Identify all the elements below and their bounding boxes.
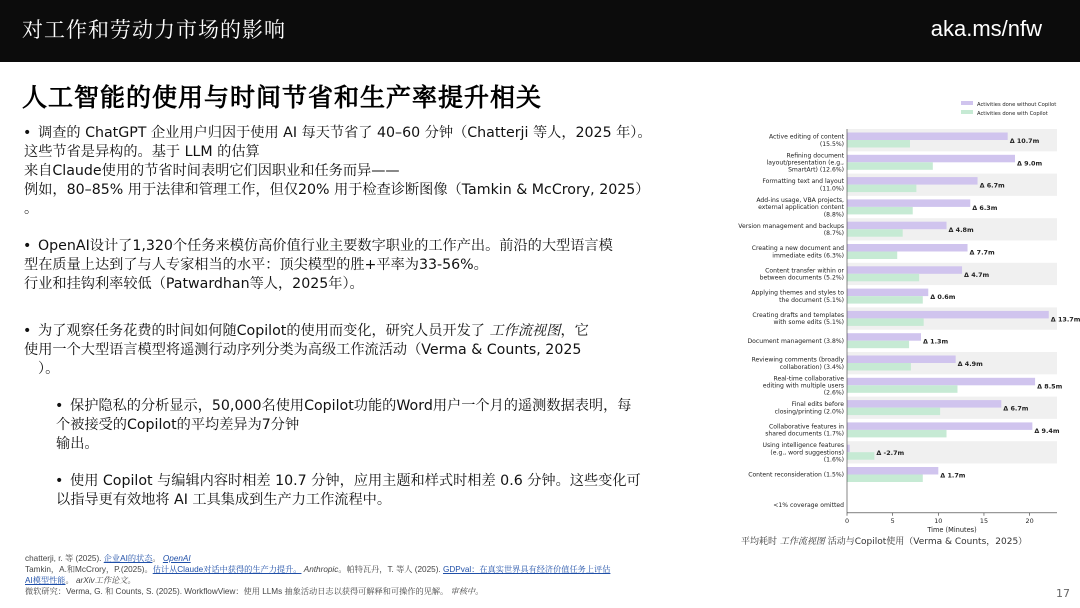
bar-without-copilot (847, 378, 1035, 386)
text-line: 使用 Copilot 与编辑内容时相差 10.7 分钟，应用主题和样式时相差 0.6 分钟。这些变化可 (70, 473, 641, 489)
category-label: (11.0%) (819, 185, 844, 193)
reference-link[interactable]: 估计从Claude对话中获得的生产力提升。 (152, 565, 302, 574)
category-label: closing/printing (2.0%) (774, 408, 844, 416)
bullet-workflowview (24, 322, 714, 379)
text-line: 为了观察任务花费的时间如何随Copilot的使用而变化，研究人员开发了 工作流视图，它 (38, 323, 589, 339)
text-line: 来自Claude使用的节省时间表明它们因职业和任务而异—— (24, 163, 400, 179)
bar-without-copilot (847, 445, 850, 453)
category-label: external application content (758, 204, 844, 212)
bullet-dot: • (55, 398, 64, 414)
text-line: 行业和挂钩利率较低（Patwardhan等人，2025年）。 (24, 276, 364, 292)
bar-with-copilot (847, 341, 909, 349)
category-label: Refining document (786, 152, 844, 160)
delta-label: Δ 7.7m (969, 248, 995, 257)
category-label: Using intelligence features (762, 442, 844, 450)
category-label: (e.g., word suggestions) (770, 449, 844, 457)
reference-link[interactable]: OpenAI (162, 554, 191, 563)
text-line: 调查的 ChatGPT 企业用户归因于使用 AI 每天节省了 40–60 分钟（Chatterji 等人，2025 年）。 (38, 125, 652, 141)
reference-link[interactable]: GDPval：在真实世界具有经济价值任务上评估 (442, 565, 611, 574)
bar-with-copilot (847, 185, 916, 193)
category-label: (8.8%) (823, 211, 844, 219)
text-line: 这些节省是异构的。基于 LLM 的估算 (24, 144, 260, 160)
category-label: (8.7%) (823, 229, 844, 237)
chart-caption: 平均耗时 工作流视图 活动与Copilot使用（Verma & Counts，2025） (741, 537, 1028, 547)
bar-with-copilot (847, 274, 919, 282)
category-label: Applying themes and styles to (751, 289, 844, 297)
bar-with-copilot (847, 363, 911, 371)
bullet-dot: • (23, 323, 32, 339)
legend-label-without: Activities done without Copilot (977, 102, 1057, 108)
category-label: Content transfer within or (765, 267, 844, 275)
bar-without-copilot (847, 400, 1001, 408)
delta-label: Δ 4.8m (948, 226, 974, 235)
delta-label: Δ 4.9m (957, 360, 983, 368)
bar-without-copilot (847, 422, 1032, 430)
category-label: with some edits (5.1%) (773, 319, 844, 327)
bullet-dot: • (55, 473, 64, 489)
bar-without-copilot (847, 244, 968, 252)
reference-link[interactable]: 企业AI的状态 (103, 554, 153, 563)
bar-with-copilot (847, 385, 957, 393)
bar-with-copilot (847, 252, 897, 260)
text-line: 以指导更有效地将 AI 工具集成到生产力工作流程中。 (56, 492, 392, 508)
category-label: editing with multiple users (762, 382, 844, 390)
bar-with-copilot (847, 229, 903, 237)
category-label: (15.5%) (819, 140, 844, 148)
category-label: Document management (3.8%) (747, 337, 844, 345)
text-line: ）。 (38, 361, 60, 377)
text-line: 例如，80–85% 用于法律和管理工作，但仅20% 用于检查诊断图像（Tamkin & McCrory, 2025） (24, 182, 650, 198)
bar-with-copilot (847, 162, 933, 170)
slide-header-bar (0, 0, 1080, 62)
text-line: 个被接受的Copilot的平均差异为7分钟 (56, 417, 300, 433)
x-axis-title: Time (Minutes) (927, 525, 977, 534)
legend-swatch-without (961, 101, 973, 105)
reference-line: Tamkin，A.和McCrory，P.(2025)。估计从Claude对话中获得的生产力提升。 Anthropic。帕特瓦丹，T. 等人 (2025). GDPval：在真实世界具有经济价值任务上评估 (25, 565, 611, 574)
bar-without-copilot (847, 199, 970, 207)
slide-heading: 人工智能的使用与时间节省和生产率提升相关 (22, 83, 543, 112)
category-label: between documents (5.2%) (759, 274, 844, 282)
delta-label: Δ 6.7m (979, 181, 1005, 190)
delta-label: Δ 9.4m (1034, 426, 1060, 435)
references (25, 553, 725, 597)
category-label: Collaborative features in (769, 423, 844, 431)
bullet-dot: • (23, 238, 32, 254)
bar-without-copilot (847, 222, 947, 230)
text-line: 型在质量上达到了与人专家相当的水平：顶尖模型的胜+平率为33-56%。 (24, 257, 488, 273)
bar-without-copilot (847, 177, 978, 185)
workflowview-term: 工作流视图 (489, 323, 561, 339)
bullet-openai-gdpval (24, 237, 714, 294)
bar-without-copilot (847, 266, 962, 274)
category-label: (2.6%) (823, 389, 844, 397)
delta-label: Δ -2.7m (876, 449, 905, 458)
bar-with-copilot (847, 207, 913, 215)
bullet-dot: • (23, 125, 32, 141)
text-line: 输出。 (56, 436, 99, 452)
bar-with-copilot (847, 452, 874, 460)
bar-with-copilot (847, 296, 923, 304)
bar-without-copilot (847, 155, 1015, 163)
sub-bullet-copilot-differences (56, 472, 714, 510)
category-label: Add-ins usage, VBA projects, (756, 196, 844, 204)
category-label: SmartArt) (12.6%) (788, 166, 844, 174)
bar-without-copilot (847, 467, 938, 475)
bar-with-copilot (847, 475, 923, 483)
delta-label: Δ 13.7m (1050, 315, 1080, 324)
x-tick-label: 15 (979, 516, 989, 525)
x-tick-label: 0 (844, 516, 850, 525)
bar-with-copilot (847, 408, 940, 416)
category-label: collaboration) (3.4%) (779, 363, 844, 371)
delta-label: Δ 6.7m (1003, 404, 1029, 413)
delta-label: Δ 10.7m (1009, 137, 1040, 145)
bar-without-copilot (847, 311, 1049, 319)
section-title: 对工作和劳动力市场的影响 (22, 18, 286, 42)
text-line: 保护隐私的分析显示，50,000名使用Copilot功能的Word用户一个月的遥测数据表明，每 (70, 398, 632, 414)
category-label: (1.6%) (823, 456, 844, 464)
reference-link[interactable]: AI模型性能 (25, 576, 66, 585)
workflowview-bar-chart (727, 96, 1080, 534)
category-label: Active editing of content (769, 133, 844, 141)
category-label: Reviewing comments (broadly (751, 356, 844, 364)
category-label: Version management and backups (738, 222, 844, 230)
bar-without-copilot (847, 133, 1008, 141)
short-link[interactable]: aka.ms/nfw (930, 16, 1042, 41)
delta-label: Δ 1.3m (922, 337, 949, 346)
reference-line: chatterji, r. 等 (2025). 企业AI的状态。 OpenAI (25, 554, 191, 563)
bar-without-copilot (847, 289, 928, 297)
text-line: 。 (24, 201, 39, 217)
category-label: immediate edits (6.3%) (772, 252, 844, 260)
delta-label: Δ 6.3m (972, 203, 998, 212)
reference-line: AI模型性能。 arXiv工作论文。 (25, 576, 136, 585)
bullet-chatgpt-time-savings (24, 124, 714, 219)
delta-label: Δ 0.6m (930, 293, 956, 302)
sub-bullet-privacy-analysis (56, 397, 714, 454)
text-line: 使用一个大型语言模型将遥测行动序列分类为高级工作流活动（Verma & Counts, 2025 (24, 342, 582, 358)
category-label: Creating a new document and (751, 245, 844, 253)
category-label: layout/presentation (e.g., (766, 159, 844, 167)
category-label: Creating drafts and templates (752, 311, 844, 319)
delta-label: Δ 8.5m (1037, 382, 1063, 391)
category-label: shared documents (1.7%) (765, 430, 844, 438)
page-number: 17 (1056, 587, 1070, 600)
delta-label: Δ 9.0m (1017, 159, 1043, 168)
delta-label: Δ 4.7m (964, 270, 990, 279)
slide-body (24, 124, 714, 510)
x-tick-label: 5 (890, 516, 895, 525)
legend-swatch-with (961, 110, 973, 114)
bar-without-copilot (847, 356, 956, 364)
legend-label-with: Activities done with Copilot (977, 111, 1048, 117)
category-label: the document (5.1%) (779, 296, 844, 304)
bar-with-copilot (847, 318, 924, 326)
category-label: Content reconsideration (1.5%) (748, 471, 844, 479)
coverage-footnote: <1% coverage omitted (773, 501, 844, 509)
bar-with-copilot (847, 430, 947, 438)
bar-with-copilot (847, 140, 910, 148)
category-label: Real-time collaborative (773, 375, 844, 383)
category-label: Final edits before (791, 401, 844, 409)
reference-line: 微软研究：Verma, G. 和 Counts, S. (2025). WorkflowView：使用 LLMs 抽象活动日志以获得可解释和可操作的见解。 审核中。 (25, 587, 484, 596)
text-line: OpenAI设计了1,320个任务来模仿高价值行业主要数字职业的工作产出。前沿的大型语言模 (38, 238, 613, 254)
category-label: Formatting text and layout (762, 178, 844, 186)
bar-without-copilot (847, 333, 921, 341)
delta-label: Δ 1.7m (940, 471, 966, 480)
x-tick-label: 20 (1025, 516, 1034, 525)
x-tick-label: 10 (934, 516, 943, 525)
